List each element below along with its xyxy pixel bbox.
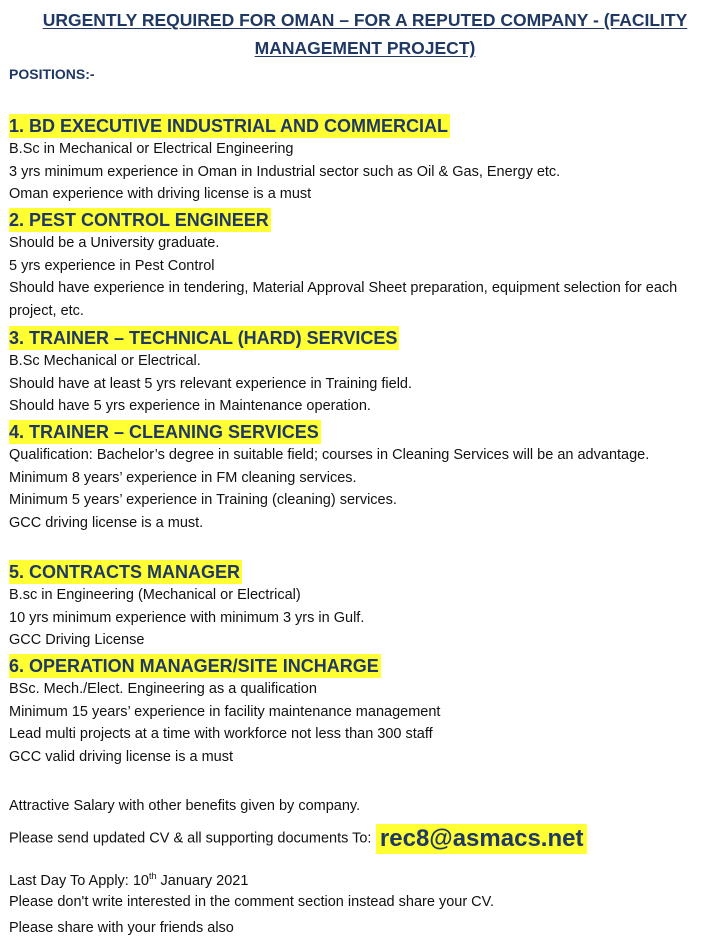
- last-day-note: [9, 865, 248, 892]
- requirement-line: BSc. Mech./Elect. Engineering as a qualification: [9, 681, 317, 697]
- send-cv-row: [9, 824, 587, 854]
- last-day-sup: th: [149, 871, 157, 881]
- requirement-line: Minimum 8 years’ experience in FM cleaning services.: [9, 469, 357, 486]
- requirement-line: B.Sc Mechanical or Electrical.: [9, 353, 201, 369]
- requirement-line: Oman experience with driving license is a must: [9, 186, 312, 203]
- share-note: Please share with your friends also: [9, 920, 234, 936]
- position-heading: 2. PEST CONTROL ENGINEER: [9, 210, 269, 230]
- position-heading: 6. OPERATION MANAGER/SITE INCHARGE: [9, 656, 379, 676]
- requirement-line: Minimum 5 years’ experience in Training (cleaning) services.: [9, 492, 397, 509]
- requirement-line: GCC valid driving license is a must: [9, 748, 234, 765]
- position-3: [9, 326, 412, 418]
- comment-note: Please don't write interested in the comment section instead share your CV.: [9, 894, 495, 910]
- position-heading: 5. CONTRACTS MANAGER: [9, 562, 241, 582]
- requirement-line: 10 yrs minimum experience with minimum 3 yrs in Gulf.: [9, 609, 365, 626]
- requirement-line: Should be a University graduate.: [9, 235, 220, 251]
- page-title: URGENTLY REQUIRED FOR OMAN – FOR A REPUTED COMPANY - (FACILITY MANAGEMENT PROJECT): [42, 10, 688, 58]
- position-5: [9, 560, 364, 652]
- position-1: [9, 114, 560, 206]
- requirement-line: GCC driving license is a must.: [9, 514, 204, 531]
- position-2: [9, 208, 709, 322]
- requirement-line: B.sc in Engineering (Mechanical or Electrical): [9, 587, 301, 603]
- salary-note: Attractive Salary with other benefits given by company.: [9, 798, 361, 814]
- requirement-line: B.Sc in Mechanical or Electrical Engineering: [9, 141, 294, 157]
- position-heading: 1. BD EXECUTIVE INDUSTRIAL AND COMMERCIAL: [9, 116, 449, 136]
- requirement-line: Qualification: Bachelor’s degree in suitable field; courses in Cleaning Services will be an advantage.: [9, 447, 650, 463]
- requirement-line: Should have experience in tendering, Material Approval Sheet preparation, equipment selection for each project, etc.: [9, 280, 678, 319]
- position-4: [9, 420, 709, 534]
- requirement-line: 5 yrs experience in Pest Control: [9, 257, 215, 274]
- contact-email[interactable]: rec8@asmacs.net: [376, 824, 588, 854]
- requirement-line: Should have at least 5 yrs relevant experience in Training field.: [9, 375, 413, 392]
- requirement-line: Minimum 15 years’ experience in facility maintenance management: [9, 703, 441, 720]
- requirement-line: Should have 5 yrs experience in Maintenance operation.: [9, 398, 371, 415]
- last-day-prefix: Last Day To Apply: 10: [9, 872, 149, 889]
- last-day-suffix: January 2021: [156, 872, 249, 889]
- position-6: [9, 654, 440, 768]
- send-cv-text: Please send updated CV & all supporting documents To:: [9, 830, 372, 847]
- position-heading: 3. TRAINER – TECHNICAL (HARD) SERVICES: [9, 328, 398, 348]
- requirement-line: GCC Driving License: [9, 632, 145, 649]
- requirement-line: 3 yrs minimum experience in Oman in Industrial sector such as Oil & Gas, Energy etc.: [9, 163, 561, 180]
- position-heading: 4. TRAINER – CLEANING SERVICES: [9, 422, 319, 442]
- positions-label: POSITIONS:-: [9, 66, 95, 82]
- requirement-line: Lead multi projects at a time with workforce not less than 300 staff: [9, 726, 433, 743]
